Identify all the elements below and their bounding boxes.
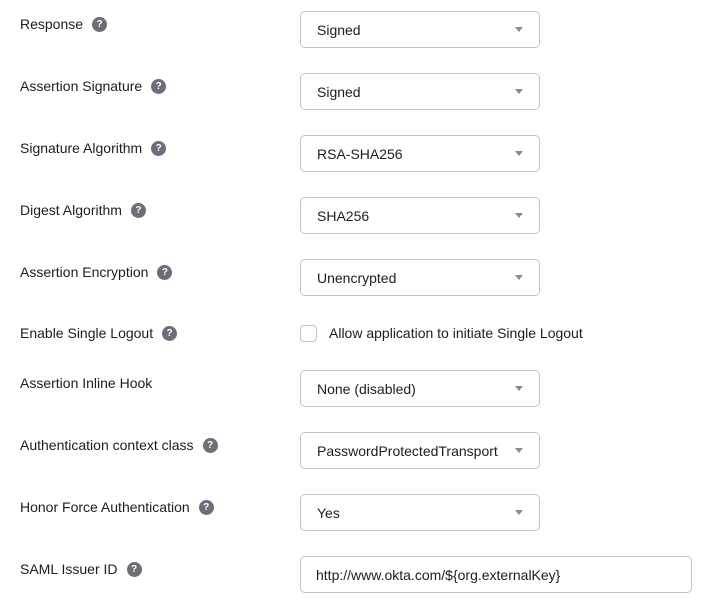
select-value: Signed: [317, 21, 361, 38]
help-icon[interactable]: ?: [127, 562, 142, 577]
response-select[interactable]: [300, 11, 540, 48]
single-logout-checkbox-label[interactable]: Allow application to initiate Single Logout: [329, 325, 583, 341]
help-icon[interactable]: ?: [151, 141, 166, 156]
chevron-down-icon: [515, 151, 523, 156]
signature-algorithm-select[interactable]: [300, 135, 540, 172]
chevron-down-icon: [515, 213, 523, 218]
field-row-response: [20, 11, 709, 48]
field-label-text: SAML Issuer ID: [20, 561, 118, 577]
chevron-down-icon: [515, 27, 523, 32]
field-label-assertion-inline-hook: [20, 370, 300, 392]
field-label-signature-algorithm: [20, 135, 300, 157]
field-label-authentication-context-class: [20, 432, 300, 454]
help-icon[interactable]: ?: [199, 500, 214, 515]
field-row-enable-single-logout: [20, 321, 709, 345]
field-label-text: Assertion Encryption: [20, 264, 149, 280]
chevron-down-icon: [515, 448, 523, 453]
field-row-signature-algorithm: [20, 135, 709, 172]
field-label-digest-algorithm: [20, 197, 300, 219]
field-label-assertion-encryption: [20, 259, 300, 281]
field-label-saml-issuer-id: [20, 556, 300, 578]
help-icon[interactable]: ?: [203, 438, 218, 453]
single-logout-control: [300, 321, 583, 345]
help-icon[interactable]: ?: [92, 17, 107, 32]
field-label-assertion-signature: [20, 73, 300, 95]
chevron-down-icon: [515, 275, 523, 280]
help-icon[interactable]: ?: [151, 79, 166, 94]
digest-algorithm-select[interactable]: [300, 197, 540, 234]
field-row-authentication-context-class: [20, 432, 709, 469]
field-row-assertion-signature: [20, 73, 709, 110]
field-label-text: Assertion Signature: [20, 78, 143, 94]
chevron-down-icon: [515, 510, 523, 515]
field-label-text: Enable Single Logout: [20, 325, 154, 341]
select-value: SHA256: [317, 207, 370, 224]
select-value: Unencrypted: [317, 269, 397, 286]
chevron-down-icon: [515, 386, 523, 391]
select-value: Yes: [317, 504, 340, 521]
assertion-inline-hook-select[interactable]: [300, 370, 540, 407]
select-value: RSA-SHA256: [317, 145, 403, 162]
select-value: Signed: [317, 83, 361, 100]
field-row-assertion-encryption: [20, 259, 709, 296]
field-row-honor-force-authentication: [20, 494, 709, 531]
field-label-text: Honor Force Authentication: [20, 499, 190, 515]
field-row-saml-issuer-id: [20, 556, 709, 593]
field-label-honor-force-authentication: [20, 494, 300, 516]
field-label-text: Assertion Inline Hook: [20, 375, 153, 391]
single-logout-checkbox[interactable]: [300, 325, 317, 342]
chevron-down-icon: [515, 89, 523, 94]
assertion-encryption-select[interactable]: [300, 259, 540, 296]
help-icon[interactable]: ?: [162, 326, 177, 341]
honor-force-authentication-select[interactable]: [300, 494, 540, 531]
field-row-digest-algorithm: [20, 197, 709, 234]
field-label-response: [20, 11, 300, 33]
field-label-text: Digest Algorithm: [20, 202, 122, 218]
field-label-enable-single-logout: [20, 321, 300, 342]
help-icon[interactable]: ?: [131, 203, 146, 218]
authentication-context-class-select[interactable]: [300, 432, 540, 469]
field-row-assertion-inline-hook: [20, 370, 709, 407]
select-value: PasswordProtectedTransport: [317, 442, 498, 459]
saml-issuer-id-input[interactable]: [300, 556, 692, 593]
select-value: None (disabled): [317, 380, 416, 397]
help-icon[interactable]: ?: [157, 265, 172, 280]
assertion-signature-select[interactable]: [300, 73, 540, 110]
field-label-text: Response: [20, 16, 84, 32]
field-label-text: Signature Algorithm: [20, 140, 143, 156]
field-label-text: Authentication context class: [20, 437, 194, 453]
